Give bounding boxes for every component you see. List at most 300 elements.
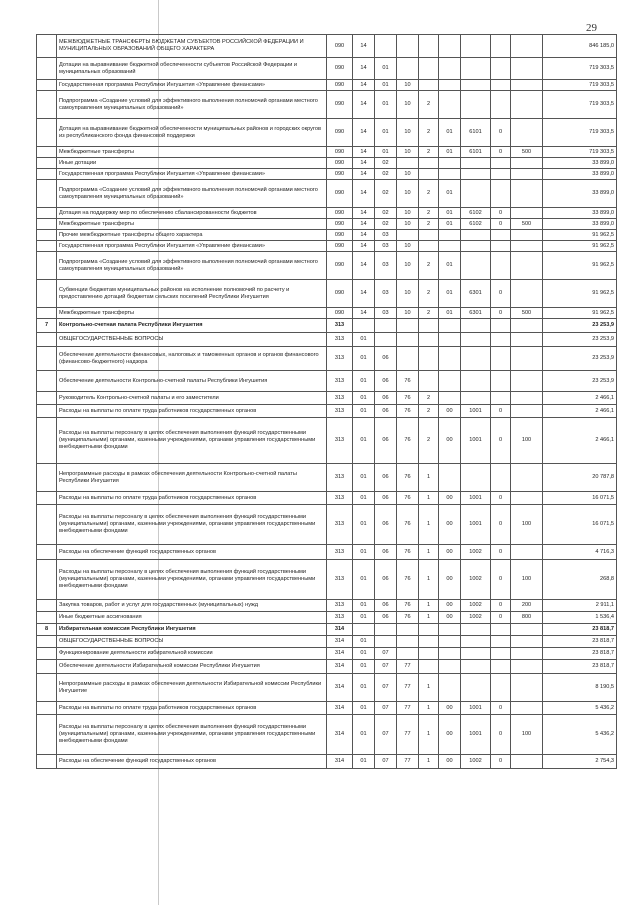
code-section: [353, 319, 375, 333]
code-subsection: 06: [375, 545, 397, 560]
code-direction: [461, 392, 491, 405]
code-subsection: 03: [375, 252, 397, 280]
code-admin: 313: [327, 600, 353, 612]
code-extra: 0: [491, 545, 511, 560]
code-main-event: 01: [439, 208, 461, 219]
table-row: [37, 600, 617, 612]
row-amount: 33 899,0: [543, 169, 617, 180]
code-subsection: 06: [375, 418, 397, 464]
code-extra: [491, 91, 511, 119]
code-extra: 0: [491, 702, 511, 715]
row-name: Государственная программа Республики Ингушетия «Управление финансами»: [57, 241, 327, 252]
code-subprogram: 2: [419, 180, 439, 208]
code-direction: [461, 169, 491, 180]
code-admin: 313: [327, 612, 353, 624]
row-number: [37, 308, 57, 319]
code-program: 10: [397, 91, 419, 119]
row-amount: 23 818,7: [543, 660, 617, 674]
code-section: 14: [353, 169, 375, 180]
row-name: Государственная программа Республики Ингушетия «Управление финансами»: [57, 169, 327, 180]
code-subsection: 02: [375, 158, 397, 169]
code-direction: 1002: [461, 560, 491, 600]
row-amount: 719 303,5: [543, 80, 617, 91]
row-amount: 23 253,9: [543, 371, 617, 392]
row-name: МЕЖБЮДЖЕТНЫЕ ТРАНСФЕРТЫ БЮДЖЕТАМ СУБЪЕКТОВ РОССИЙСКОЙ ФЕДЕРАЦИИ И МУНИЦИПАЛЬНЫХ ОБРАЗОВАНИЙ ОБЩЕГО ХАРАКТЕРА: [57, 35, 327, 58]
row-number: [37, 405, 57, 418]
row-name: Иные дотации: [57, 158, 327, 169]
code-main-event: [439, 371, 461, 392]
code-extra: 0: [491, 308, 511, 319]
code-main-event: [439, 674, 461, 702]
code-expense-type: 100: [511, 418, 543, 464]
code-main-event: 01: [439, 180, 461, 208]
code-main-event: 00: [439, 715, 461, 755]
table-row: [37, 648, 617, 660]
code-expense-type: [511, 91, 543, 119]
code-main-event: [439, 169, 461, 180]
row-amount: 16 071,5: [543, 505, 617, 545]
row-amount: 23 253,9: [543, 347, 617, 371]
row-number: [37, 674, 57, 702]
code-subsection: 06: [375, 600, 397, 612]
code-section: 14: [353, 308, 375, 319]
code-program: 76: [397, 392, 419, 405]
row-amount: 23 818,7: [543, 648, 617, 660]
code-subsection: 07: [375, 660, 397, 674]
code-admin: 313: [327, 319, 353, 333]
code-subprogram: 1: [419, 505, 439, 545]
code-admin: 313: [327, 371, 353, 392]
code-subprogram: 2: [419, 252, 439, 280]
code-expense-type: [511, 35, 543, 58]
code-subprogram: [419, 169, 439, 180]
code-expense-type: [511, 371, 543, 392]
table-row: [37, 319, 617, 333]
table-row: [37, 624, 617, 636]
code-expense-type: [511, 280, 543, 308]
row-name: ОБЩЕГОСУДАРСТВЕННЫЕ ВОПРОСЫ: [57, 636, 327, 648]
code-admin: 313: [327, 347, 353, 371]
code-admin: 090: [327, 241, 353, 252]
code-direction: [461, 35, 491, 58]
code-direction: [461, 674, 491, 702]
code-subprogram: [419, 624, 439, 636]
code-admin: 314: [327, 715, 353, 755]
table-row: [37, 702, 617, 715]
row-name: Расходы на выплаты персоналу в целях обеспечения выполнения функций государственными (муниципальными) органами, казенными учреждениями, органами управления государственными внебюджетными фондами: [57, 418, 327, 464]
code-direction: 6301: [461, 308, 491, 319]
code-subsection: 07: [375, 715, 397, 755]
code-program: [397, 58, 419, 80]
page-number: 29: [586, 22, 597, 34]
code-extra: [491, 392, 511, 405]
row-number: [37, 252, 57, 280]
row-name: Субвенции бюджетам муниципальных районов на исполнение полномочий по расчету и предоставлению дотаций бюджетам сельских поселений Республики Ингушетия: [57, 280, 327, 308]
code-main-event: [439, 333, 461, 347]
budget-table: [36, 34, 617, 769]
code-direction: [461, 91, 491, 119]
code-expense-type: 500: [511, 308, 543, 319]
row-amount: 33 899,0: [543, 219, 617, 230]
row-amount: 4 716,3: [543, 545, 617, 560]
code-subsection: 01: [375, 80, 397, 91]
code-expense-type: [511, 241, 543, 252]
code-program: 10: [397, 308, 419, 319]
code-admin: 314: [327, 648, 353, 660]
code-program: 76: [397, 464, 419, 492]
code-direction: 1002: [461, 612, 491, 624]
code-direction: 1001: [461, 418, 491, 464]
code-main-event: 00: [439, 755, 461, 769]
row-name: Обеспечение деятельности Контрольно-счетной палаты Республики Ингушетия: [57, 371, 327, 392]
code-main-event: 00: [439, 492, 461, 505]
table-row: [37, 492, 617, 505]
code-admin: 313: [327, 492, 353, 505]
table-row: [37, 347, 617, 371]
row-number: [37, 147, 57, 158]
row-amount: 91 962,5: [543, 308, 617, 319]
row-number: [37, 119, 57, 147]
code-subprogram: [419, 58, 439, 80]
code-direction: [461, 648, 491, 660]
code-admin: 313: [327, 464, 353, 492]
row-number: [37, 702, 57, 715]
table-row: [37, 169, 617, 180]
code-admin: 313: [327, 560, 353, 600]
code-main-event: [439, 58, 461, 80]
code-extra: [491, 371, 511, 392]
code-extra: [491, 319, 511, 333]
code-subprogram: 1: [419, 702, 439, 715]
row-number: [37, 230, 57, 241]
code-program: 10: [397, 280, 419, 308]
code-admin: 090: [327, 252, 353, 280]
code-main-event: [439, 464, 461, 492]
code-section: 01: [353, 371, 375, 392]
code-subsection: 02: [375, 219, 397, 230]
code-expense-type: [511, 158, 543, 169]
row-number: [37, 91, 57, 119]
code-admin: 090: [327, 158, 353, 169]
row-amount: 2 754,3: [543, 755, 617, 769]
table-row: [37, 80, 617, 91]
code-main-event: [439, 347, 461, 371]
code-program: 76: [397, 371, 419, 392]
code-section: 01: [353, 612, 375, 624]
code-expense-type: [511, 392, 543, 405]
code-extra: 0: [491, 280, 511, 308]
code-expense-type: 500: [511, 219, 543, 230]
row-number: [37, 35, 57, 58]
row-amount: 719 303,5: [543, 119, 617, 147]
code-expense-type: [511, 119, 543, 147]
code-program: 10: [397, 241, 419, 252]
code-admin: 090: [327, 219, 353, 230]
row-amount: 5 436,2: [543, 715, 617, 755]
code-direction: [461, 58, 491, 80]
code-extra: 0: [491, 715, 511, 755]
row-amount: 20 787,8: [543, 464, 617, 492]
code-admin: 090: [327, 147, 353, 158]
code-subsection: 03: [375, 280, 397, 308]
row-number: [37, 612, 57, 624]
code-subprogram: [419, 660, 439, 674]
code-extra: [491, 648, 511, 660]
code-subprogram: 1: [419, 715, 439, 755]
code-direction: 1001: [461, 405, 491, 418]
row-number: [37, 715, 57, 755]
row-number: [37, 545, 57, 560]
code-subprogram: [419, 371, 439, 392]
code-main-event: 00: [439, 418, 461, 464]
code-program: [397, 636, 419, 648]
table-row: [37, 371, 617, 392]
code-section: 01: [353, 464, 375, 492]
code-subprogram: [419, 333, 439, 347]
code-main-event: 00: [439, 505, 461, 545]
code-main-event: [439, 319, 461, 333]
code-expense-type: [511, 755, 543, 769]
row-number: [37, 347, 57, 371]
code-program: [397, 333, 419, 347]
code-subsection: 06: [375, 505, 397, 545]
code-subsection: 07: [375, 648, 397, 660]
code-program: 77: [397, 755, 419, 769]
row-amount: 16 071,5: [543, 492, 617, 505]
row-amount: 2 466,1: [543, 405, 617, 418]
code-program: 76: [397, 545, 419, 560]
code-extra: 0: [491, 755, 511, 769]
row-amount: 23 253,9: [543, 333, 617, 347]
code-main-event: 01: [439, 308, 461, 319]
code-extra: [491, 230, 511, 241]
code-subsection: 06: [375, 405, 397, 418]
code-extra: 0: [491, 505, 511, 545]
code-expense-type: 200: [511, 600, 543, 612]
row-number: 7: [37, 319, 57, 333]
code-main-event: 01: [439, 219, 461, 230]
code-direction: 1002: [461, 545, 491, 560]
row-name: ОБЩЕГОСУДАРСТВЕННЫЕ ВОПРОСЫ: [57, 333, 327, 347]
code-subsection: 02: [375, 208, 397, 219]
code-subprogram: [419, 241, 439, 252]
code-main-event: [439, 624, 461, 636]
code-main-event: 01: [439, 252, 461, 280]
code-program: [397, 230, 419, 241]
row-name: Расходы на обеспечение функций государственных органов: [57, 545, 327, 560]
code-program: 76: [397, 560, 419, 600]
code-direction: [461, 180, 491, 208]
row-amount: 91 962,5: [543, 241, 617, 252]
code-extra: [491, 35, 511, 58]
code-extra: [491, 80, 511, 91]
table-row: [37, 91, 617, 119]
row-amount: 23 253,9: [543, 319, 617, 333]
code-section: 14: [353, 147, 375, 158]
code-expense-type: [511, 492, 543, 505]
code-subsection: 06: [375, 560, 397, 600]
code-subsection: 01: [375, 91, 397, 119]
code-subsection: 06: [375, 612, 397, 624]
code-subsection: 01: [375, 58, 397, 80]
code-section: 01: [353, 347, 375, 371]
code-program: 77: [397, 674, 419, 702]
table-row: [37, 636, 617, 648]
code-subsection: 03: [375, 230, 397, 241]
code-subsection: 01: [375, 119, 397, 147]
code-main-event: [439, 158, 461, 169]
code-direction: 6101: [461, 119, 491, 147]
code-subsection: 06: [375, 464, 397, 492]
table-row: [37, 58, 617, 80]
code-program: 10: [397, 147, 419, 158]
code-expense-type: [511, 648, 543, 660]
code-extra: [491, 252, 511, 280]
code-expense-type: [511, 208, 543, 219]
row-amount: 846 185,0: [543, 35, 617, 58]
row-number: [37, 755, 57, 769]
code-section: 01: [353, 392, 375, 405]
row-name: Подпрограмма «Создание условий для эффективного выполнения полномочий органами местного самоуправления муниципальных образований»: [57, 180, 327, 208]
row-amount: 5 436,2: [543, 702, 617, 715]
code-extra: [491, 180, 511, 208]
code-admin: 090: [327, 80, 353, 91]
code-program: 77: [397, 702, 419, 715]
code-expense-type: [511, 545, 543, 560]
code-subsection: 06: [375, 492, 397, 505]
code-subsection: [375, 319, 397, 333]
code-program: 77: [397, 660, 419, 674]
row-amount: 91 962,5: [543, 280, 617, 308]
table-row: [37, 230, 617, 241]
code-subsection: 06: [375, 392, 397, 405]
code-program: 10: [397, 252, 419, 280]
code-subprogram: 1: [419, 755, 439, 769]
code-section: 14: [353, 230, 375, 241]
code-main-event: 00: [439, 702, 461, 715]
code-extra: 0: [491, 612, 511, 624]
code-section: 14: [353, 35, 375, 58]
code-section: 01: [353, 505, 375, 545]
code-direction: [461, 158, 491, 169]
code-admin: 090: [327, 119, 353, 147]
code-section: [353, 624, 375, 636]
code-subprogram: 1: [419, 492, 439, 505]
code-main-event: 00: [439, 405, 461, 418]
code-subprogram: [419, 347, 439, 371]
row-amount: 1 536,4: [543, 612, 617, 624]
table-row: [37, 180, 617, 208]
code-direction: [461, 347, 491, 371]
code-subprogram: [419, 636, 439, 648]
code-direction: [461, 252, 491, 280]
row-number: [37, 371, 57, 392]
code-extra: 0: [491, 418, 511, 464]
code-subprogram: 1: [419, 612, 439, 624]
code-main-event: 00: [439, 545, 461, 560]
code-expense-type: [511, 319, 543, 333]
row-number: [37, 600, 57, 612]
code-subsection: [375, 333, 397, 347]
code-expense-type: [511, 624, 543, 636]
code-section: 14: [353, 58, 375, 80]
row-amount: 33 899,0: [543, 180, 617, 208]
code-subprogram: 1: [419, 464, 439, 492]
code-expense-type: [511, 80, 543, 91]
row-name: Дотации на выравнивание бюджетной обеспеченности субъектов Российской Федерации и муниципальных образований: [57, 58, 327, 80]
code-section: 14: [353, 180, 375, 208]
code-subprogram: 1: [419, 674, 439, 702]
row-number: [37, 80, 57, 91]
code-main-event: [439, 80, 461, 91]
row-name: Расходы на выплаты по оплате труда работников государственных органов: [57, 702, 327, 715]
row-amount: 719 303,5: [543, 147, 617, 158]
code-main-event: 00: [439, 600, 461, 612]
row-amount: 719 303,5: [543, 91, 617, 119]
code-section: 01: [353, 492, 375, 505]
code-extra: [491, 58, 511, 80]
code-subprogram: 1: [419, 600, 439, 612]
row-number: [37, 492, 57, 505]
table-row: [37, 280, 617, 308]
code-expense-type: [511, 252, 543, 280]
row-amount: 91 962,5: [543, 230, 617, 241]
row-name: Непрограммные расходы в рамках обеспечения деятельности Контрольно-счетной палаты Республики Ингушетия: [57, 464, 327, 492]
code-extra: [491, 241, 511, 252]
row-name: Прочие межбюджетные трансферты общего характера: [57, 230, 327, 241]
table-row: [37, 219, 617, 230]
code-extra: 0: [491, 119, 511, 147]
code-admin: 090: [327, 169, 353, 180]
code-expense-type: [511, 58, 543, 80]
code-extra: 0: [491, 208, 511, 219]
row-name: Функционирование деятельности избирательной комиссии: [57, 648, 327, 660]
table-row: [37, 158, 617, 169]
row-number: [37, 208, 57, 219]
code-subsection: 02: [375, 180, 397, 208]
code-main-event: [439, 648, 461, 660]
code-extra: 0: [491, 405, 511, 418]
code-admin: 090: [327, 180, 353, 208]
row-amount: 23 818,7: [543, 636, 617, 648]
code-admin: 314: [327, 660, 353, 674]
code-program: 10: [397, 80, 419, 91]
code-admin: 314: [327, 702, 353, 715]
table-row: [37, 418, 617, 464]
code-expense-type: [511, 169, 543, 180]
code-subsection: 02: [375, 169, 397, 180]
row-name: Закупка товаров, работ и услуг для государственных (муниципальных) нужд: [57, 600, 327, 612]
code-admin: 314: [327, 674, 353, 702]
row-amount: 33 899,0: [543, 208, 617, 219]
code-subprogram: 2: [419, 147, 439, 158]
code-direction: 1001: [461, 505, 491, 545]
code-subprogram: 2: [419, 392, 439, 405]
table-row: [37, 674, 617, 702]
code-expense-type: [511, 405, 543, 418]
row-name: Государственная программа Республики Ингушетия «Управление финансами»: [57, 80, 327, 91]
code-extra: 0: [491, 600, 511, 612]
code-direction: 1001: [461, 702, 491, 715]
row-name: Расходы на выплаты персоналу в целях обеспечения выполнения функций государственными (муниципальными) органами, казенными учреждениями, органами управления государственными внебюджетными фондами: [57, 560, 327, 600]
code-direction: [461, 230, 491, 241]
code-section: 14: [353, 119, 375, 147]
code-section: 01: [353, 648, 375, 660]
row-name: Дотация на поддержку мер по обеспечению сбалансированности бюджетов: [57, 208, 327, 219]
code-subprogram: 2: [419, 418, 439, 464]
code-extra: [491, 674, 511, 702]
code-section: 14: [353, 252, 375, 280]
